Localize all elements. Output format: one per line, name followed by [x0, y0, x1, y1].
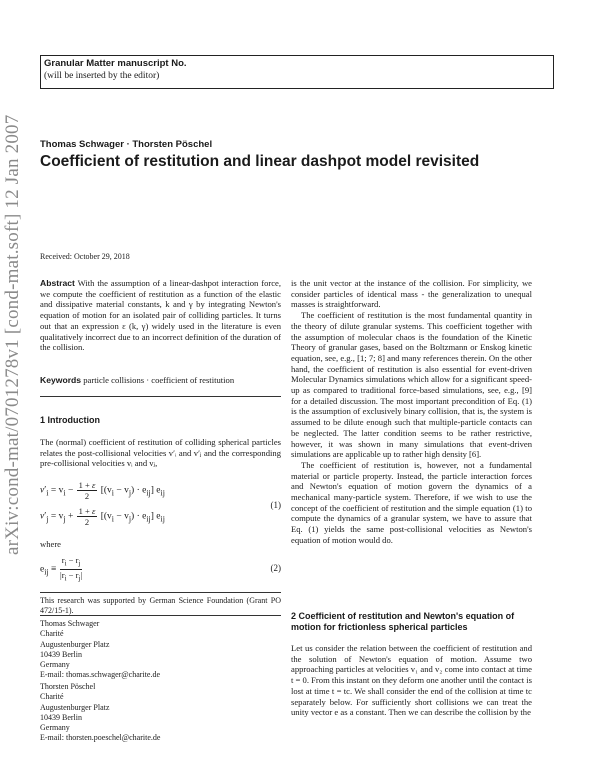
paragraph-restitution-importance: The coefficient of restitution is the most fundamental quantity in the theory of dilute granular systems. This coefficient together with the assumption of molecular chaos is the foundation of the Kinetic Theory of granular gases, based on the Boltzmann or Enskog kinetic equation, see, e.g., [1; 7; 8] and many references therein. On the other hand, the coefficient of restitution is also essential for event-driven Molecular Dynamics simulations which allow for a significant speed-up as compared to traditional force-based simulations, see, e.g., [9] for a detailed discussion. The most important precondition of Eq. (1) is the assumption of exclusively binary collision, that is, the system is assumed to be dilute enough such that multiple-particle contacts can be neglected. The latter condition seems to be rather restrictive, however, it was shown in many simulations that event-driven simulations are applicable up to rather high density [6]. [291, 310, 532, 460]
address-block-2 [40, 682, 281, 744]
address-email: E-mail: thorsten.poeschel@charite.de [40, 733, 161, 743]
address-email: E-mail: thomas.schwager@charite.de [40, 670, 160, 680]
section-1-heading: 1 Introduction [40, 415, 100, 425]
equation-2: $e_{ij}$ ≡ $\frac{r_i - r_j}{|r_i - r_j|}$ (2) [40, 555, 281, 583]
abstract-label: Abstract [40, 278, 75, 288]
section-2-paragraph: Let us consider the relation between the coefficient of restitution and the solution of Newton's equation of motion. Assume two approaching particles at velocities v₁ and v₂ come into contact at time t = 0. From this instant on they deform one another until the contact is lost at time t = tc. We shall consider the end of the collision at time tc separately below. For sufficiently short collisions we can treat the unity vector e as a constant. Then we can describe the collision by the [291, 643, 532, 718]
address-line: Thorsten Pöschel [40, 682, 96, 691]
equation-1-number: (1) [270, 500, 281, 510]
equation-2-number: (2) [270, 563, 281, 573]
keywords [40, 375, 281, 386]
journal-header-box [40, 55, 554, 89]
intro-paragraph: The (normal) coefficient of restitution of colliding spherical particles relates the post-collisional velocities v′ᵢ and v′ⱼ and the corresponding pre-collisional velocities vᵢ and vⱼ, [40, 437, 281, 469]
journal-note: (will be inserted by the editor) [44, 71, 160, 81]
address-line: 10439 Berlin [40, 712, 82, 722]
paper-title: Coefficient of restitution and linear dashpot model revisited [40, 153, 480, 170]
address-rule [40, 615, 281, 616]
footnote: This research was supported by German Science Foundation (Grant PO 472/15-1). [40, 596, 281, 616]
address-line: Germany [40, 723, 70, 733]
address-line: Augustenburger Platz [40, 702, 110, 712]
paragraph-not-fundamental: The coefficient of restitution is, however, not a fundamental material or particle property. Instead, the particle interaction forces and Newton's equation of motion govern the dynamics of a mechanical many-particle system. Therefore, if we wish to use the concept of the coefficient of restitution and the simple equation (1) to compute the dynamics of a granular system, we have to assure that Eq. (1) yields the same post-collisional velocities as Newton's equation of motion would do. [291, 459, 532, 545]
abstract [40, 278, 281, 353]
keywords-label: Keywords [40, 375, 82, 385]
address-line: Charité [40, 692, 64, 702]
arxiv-stamp: arXiv:cond-mat/0701278v1 [cond-mat.soft] 12 Jan 2007 [2, 114, 23, 555]
received-date: Received: October 29, 2018 [40, 252, 130, 261]
paper-authors: Thomas Schwager · Thorsten Pöschel [40, 139, 213, 150]
address-block-1 [40, 619, 281, 681]
section-2-heading: 2 Coefficient of restitution and Newton's equation of motion for frictionless spherical particles [291, 611, 515, 632]
keywords-text: particle collisions · coefficient of restitution [83, 375, 235, 385]
journal-title: Granular Matter manuscript No. [44, 58, 187, 69]
address-line: Germany [40, 660, 70, 670]
address-line: Charité [40, 629, 64, 639]
address-line: Thomas Schwager [40, 619, 100, 628]
address-line: 10439 Berlin [40, 649, 82, 659]
address-line: Augustenburger Platz [40, 639, 110, 649]
footnote-rule [40, 592, 281, 593]
where-text: where [40, 539, 61, 549]
equation-1: $v'_i = v_i$ − $\frac{1 + \varepsilon}{2}$ $[(v_i - v_j) \cdot e_{ij}]$ $e_{ij}$ $v'_j = v_j$ + $\frac{1 + \varepsilon}{2}$ $[(v_i - v_j) \cdot e_{ij}]$ $e_{ij}$ (1) [40, 480, 281, 527]
abstract-text: With the assumption of a linear-dashpot interaction force, we compute the coefficient of restitution as a function of the elastic and dissipative material constants, k and γ by integrating Newton's equation of motion for an isolated pair of colliding particles. It turns out that an expression ε (k, γ) widely used in the literature is even qualitatively incorrect due to an incorrect definition of the duration of the collision. [40, 278, 282, 353]
paragraph-continuation: is the unit vector at the instance of the collision. For simplicity, we consider particles of identical mass - the generalization to unequal masses is straightforward. [291, 278, 532, 310]
right-column-text [291, 278, 532, 546]
abstract-rule [40, 396, 281, 397]
